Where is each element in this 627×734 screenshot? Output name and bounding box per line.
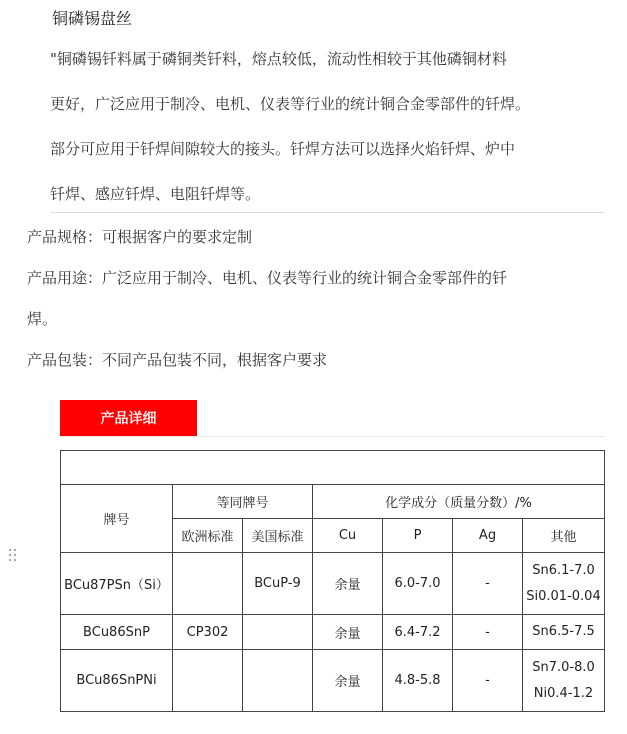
cell-other-line: Sn6.1-7.0 <box>532 562 595 578</box>
drag-handle-icon[interactable] <box>8 548 18 564</box>
description-line: 部分可应用于钎焊间隙较大的接头。钎焊方法可以选择火焰钎焊、炉中 <box>50 140 516 158</box>
header-equivalent: 等同牌号 <box>173 485 313 519</box>
description-line: 更好，广泛应用于制冷、电机、仪表等行业的统计铜合金零部件的钎焊。 <box>50 95 531 113</box>
composition-table <box>60 450 605 712</box>
description-line: 钎焊、感应钎焊、电阻钎焊等。 <box>50 185 261 203</box>
cell-other-line: Sn6.5-7.5 <box>532 624 595 639</box>
cell-us <box>243 650 313 712</box>
usage-line-continued: 焊。 <box>27 310 58 328</box>
packaging-line: 产品包装：不同产品包装不同，根据客户要求 <box>27 351 328 369</box>
cell-us: BCuP-9 <box>243 553 313 615</box>
cell-us <box>243 615 313 650</box>
cell-other-line: Si0.01-0.04 <box>526 588 601 604</box>
cell-eu: CP302 <box>173 615 243 650</box>
cell-grade: BCu86SnP <box>61 615 173 650</box>
table-header-row <box>61 485 605 519</box>
usage-line: 产品用途：广泛应用于制冷、电机、仪表等行业的统计铜合金零部件的钎 <box>27 269 508 287</box>
cell-p: 6.4-7.2 <box>383 615 453 650</box>
cell-ag: - <box>453 615 523 650</box>
description-line: "铜磷锡钎料属于磷铜类钎料，熔点较低，流动性相较于其他磷铜材料 <box>50 50 507 68</box>
header-eu-standard: 欧洲标准 <box>173 519 243 553</box>
table-row <box>61 615 605 650</box>
header-p: P <box>383 519 453 553</box>
table-caption-row <box>61 451 605 485</box>
product-description <box>50 37 610 217</box>
header-other: 其他 <box>523 519 605 553</box>
cell-other <box>523 615 605 650</box>
spec-line: 产品规格：可根据客户的要求定制 <box>27 228 253 246</box>
cell-other <box>523 650 605 712</box>
cell-p: 6.0-7.0 <box>383 553 453 615</box>
header-us-standard: 美国标准 <box>243 519 313 553</box>
table-caption-cell <box>61 451 605 485</box>
product-title: 铜磷锡盘丝 <box>52 9 133 28</box>
cell-grade: BCu87PSn（Si） <box>61 553 173 615</box>
cell-cu: 余量 <box>313 650 383 712</box>
tab-underline <box>60 436 604 437</box>
cell-eu <box>173 553 243 615</box>
header-composition: 化学成分（质量分数）/% <box>313 485 605 519</box>
cell-cu: 余量 <box>313 615 383 650</box>
cell-p: 4.8-5.8 <box>383 650 453 712</box>
cell-ag: - <box>453 553 523 615</box>
table-row <box>61 650 605 712</box>
cell-other <box>523 553 605 615</box>
cell-other-line: Ni0.4-1.2 <box>533 685 594 701</box>
header-grade: 牌号 <box>61 485 173 553</box>
table-row <box>61 553 605 615</box>
header-ag: Ag <box>453 519 523 553</box>
tab-product-details[interactable]: 产品详细 <box>60 400 197 436</box>
header-cu: Cu <box>313 519 383 553</box>
cell-cu: 余量 <box>313 553 383 615</box>
cell-grade: BCu86SnPNi <box>61 650 173 712</box>
cell-eu <box>173 650 243 712</box>
cell-ag: - <box>453 650 523 712</box>
cell-other-line: Sn7.0-8.0 <box>532 659 595 675</box>
section-divider <box>50 212 604 213</box>
